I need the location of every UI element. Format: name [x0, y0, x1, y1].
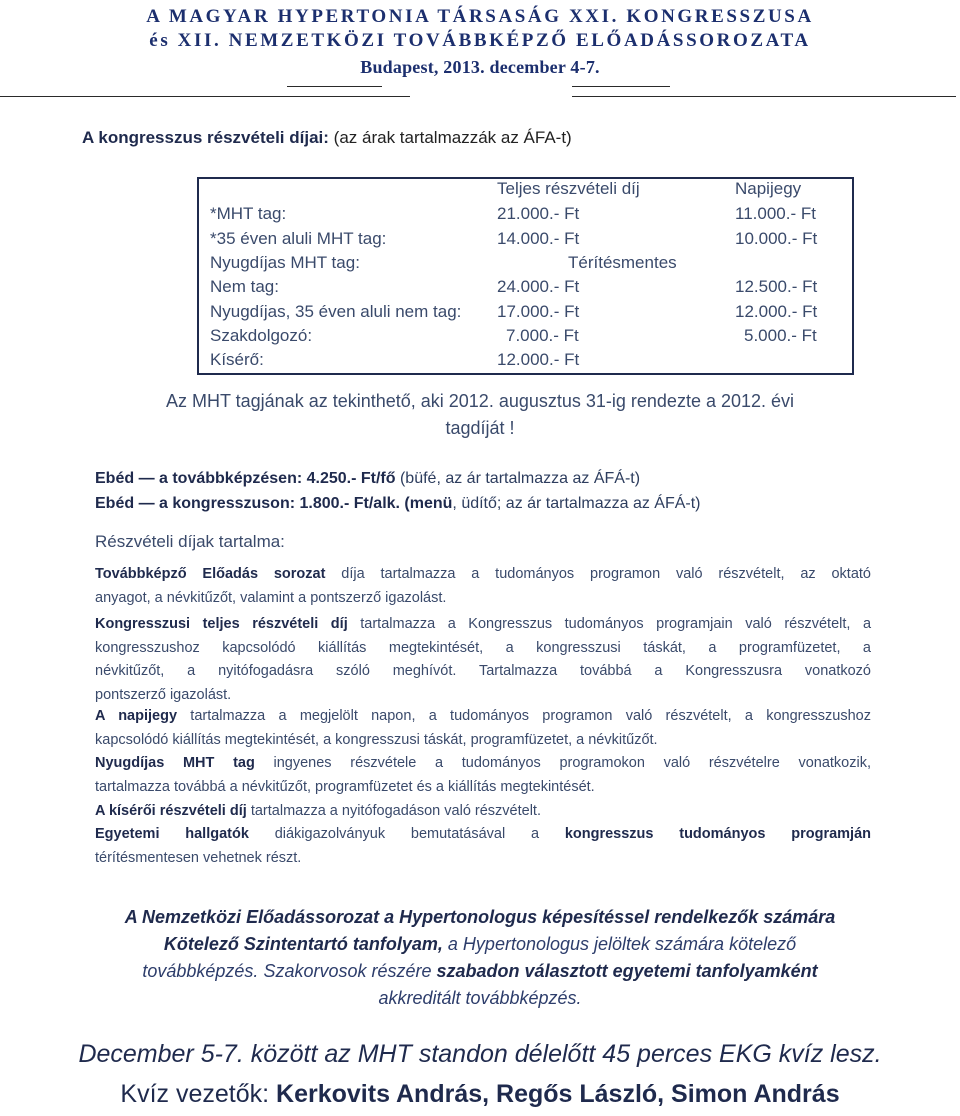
- congress-title-line1: A MAGYAR HYPERTONIA TÁRSASÁG XXI. KONGRESSZUSA: [146, 6, 814, 27]
- congress-date: Budapest, 2013. december 4-7.: [360, 57, 600, 77]
- accreditation-line3: [0, 958, 960, 985]
- fee-row-label: Kísérő:: [210, 350, 264, 369]
- header-rule-left: [0, 96, 410, 97]
- paragraph-congress-fee: [95, 613, 871, 707]
- lunch-congress: [95, 495, 701, 513]
- fee-row-label: Nyugdíjas, 35 éven aluli nem tag:: [210, 302, 462, 321]
- quiz-leaders: [0, 1080, 960, 1109]
- paragraph-text: tartalmazza a nyitófogadáson való részvételt.: [250, 803, 541, 819]
- fees-intro-note: (az árak tartalmazzák az ÁFA-t): [333, 128, 572, 147]
- accreditation-line2-rest: a Hypertonologus jelöltek számára kötelező: [447, 934, 797, 954]
- paragraph-text: kongresszushoz kapcsolódó kiállítás megtekintését, a kongresszusi táskát, a programfüzetet, a: [95, 639, 871, 656]
- paragraph-text: ingyenes részvétele a tudományos programokon való részvételre vonatkozik,: [273, 755, 871, 771]
- fee-col-day-header: Napijegy: [735, 179, 802, 198]
- paragraph-text: térítésmentesen vehetnek részt.: [95, 849, 302, 866]
- fee-row-day: 11.000.- Ft: [735, 204, 816, 223]
- accreditation-line1-text: A Nemzetközi Előadássorozat a Hypertonologus képesítéssel rendelkezők számára: [124, 907, 836, 927]
- fee-row-free: Térítésmentes: [568, 253, 677, 272]
- fees-intro: [82, 128, 572, 148]
- fee-row-label: Nem tag:: [210, 277, 279, 296]
- paragraph-training: [95, 563, 871, 610]
- ekg-quiz-announcement: December 5-7. között az MHT standon délelőtt 45 perces EKG kvíz lesz.: [78, 1040, 882, 1068]
- header-rule-right-short: [572, 86, 670, 87]
- paragraph-text: tartalmazza a Kongresszus tudományos programjain való részvételt, a: [360, 616, 872, 632]
- lunch-congress-price: Ebéd — a kongresszuson: 1.800.- Ft/alk. (menü: [95, 495, 453, 512]
- paragraph-companion: [95, 800, 871, 824]
- fee-row-day: 5.000.- Ft: [744, 326, 817, 345]
- paragraph-bold: Egyetemi hallgatók: [95, 826, 249, 842]
- paragraph-bold: Továbbképző Előadás sorozat: [95, 566, 326, 582]
- fees-intro-title: A kongresszus részvételi díjai:: [82, 128, 329, 147]
- fee-row-label: Szakdolgozó:: [210, 326, 313, 345]
- lunch-workshop: [95, 470, 640, 488]
- lunch-workshop-price: Ebéd — a továbbképzésen: 4.250.- Ft/fő: [95, 470, 396, 487]
- quiz-leaders-names: Kerkovits András, Regős László, Simon András: [276, 1080, 840, 1108]
- accreditation-line4: akkreditált továbbképzés.: [378, 988, 582, 1008]
- paragraph-text: pontszerző igazolást.: [95, 686, 232, 703]
- paragraph-students: [95, 823, 871, 870]
- paragraph-text: diákigazolványuk bemutatásával a: [274, 826, 540, 842]
- congress-title-line2: és XII. NEMZETKÖZI TOVÁBBKÉPZŐ ELŐADÁSSOROZATA: [149, 30, 811, 51]
- fee-row-day: 12.000.- Ft: [735, 302, 818, 321]
- fee-row-full: 7.000.- Ft: [506, 326, 579, 345]
- paragraph-text: tartalmazza a megjelölt napon, a tudományos programon való részvételt, a kongresszushoz: [190, 708, 871, 724]
- paragraph-bold: kongresszus tudományos programján: [564, 826, 871, 842]
- paragraph-bold: Nyugdíjas MHT tag: [95, 755, 255, 771]
- accreditation-line2: [0, 931, 960, 958]
- paragraph-text: névkitűzőt, a nyitófogadásra szóló meghívót. Tartalmazza továbbá a Kongresszusra vonatkozó: [95, 663, 871, 679]
- fee-row-full: 21.000.- Ft: [497, 204, 580, 223]
- fee-row-day: 10.000.- Ft: [735, 229, 818, 248]
- fee-row-label: *MHT tag:: [210, 204, 287, 223]
- accreditation-line3-b: szabadon választott egyetemi tanfolyamként: [436, 961, 818, 981]
- fee-row-label: *35 éven aluli MHT tag:: [210, 229, 387, 248]
- lunch-workshop-note: (büfé, az ár tartalmazza az ÁFÁ-t): [399, 470, 641, 487]
- fee-row-full: 14.000.- Ft: [497, 229, 580, 248]
- quiz-leaders-label: Kvíz vezetők:: [120, 1080, 270, 1108]
- fee-row-label: Nyugdíjas MHT tag:: [210, 253, 360, 272]
- membership-note-line1: Az MHT tagjának az tekinthető, aki 2012. augusztus 31-ig rendezte a 2012. évi: [165, 391, 795, 411]
- paragraph-retired: [95, 752, 871, 799]
- accreditation-line3-a: továbbképzés. Szakorvosok részére: [142, 961, 432, 981]
- paragraph-text: tartalmazza továbbá a névkitűzőt, programfüzetet és a kiállítás megtekintését.: [95, 778, 595, 795]
- header-rule-right: [572, 96, 956, 97]
- fee-row-full: 12.000.- Ft: [497, 350, 580, 369]
- membership-note-line2: tagdíját !: [445, 418, 515, 438]
- paragraph-text: díja tartalmazza a tudományos programon való részvételt, az oktató: [341, 566, 871, 582]
- accreditation-course: Kötelező Szintentartó tanfolyam,: [163, 934, 443, 954]
- paragraph-bold: A napijegy: [95, 708, 178, 724]
- fee-row-day: 12.500.- Ft: [735, 277, 818, 296]
- accreditation-line1: [0, 904, 960, 931]
- header-rule-left-short: [287, 86, 382, 87]
- paragraph-bold: Kongresszusi teljes részvételi díj: [95, 616, 348, 632]
- paragraph-day-ticket: [95, 705, 871, 752]
- fee-row-full: 17.000.- Ft: [497, 302, 580, 321]
- fee-col-full-header: Teljes részvételi díj: [497, 179, 640, 198]
- paragraph-text: kapcsolódó kiállítás megtekintését, a kongresszusi táskát, programfüzetet, a névkitűzőt.: [95, 731, 658, 748]
- section-title: Részvételi díjak tartalma:: [95, 532, 285, 551]
- paragraph-bold: A kísérői részvételi díj: [95, 803, 247, 819]
- lunch-congress-note: , üdítő; az ár tartalmazza az ÁFÁ-t): [452, 495, 701, 512]
- paragraph-text: anyagot, a névkitűzőt, valamint a pontszerző igazolást.: [95, 589, 447, 606]
- fee-row-full: 24.000.- Ft: [497, 277, 580, 296]
